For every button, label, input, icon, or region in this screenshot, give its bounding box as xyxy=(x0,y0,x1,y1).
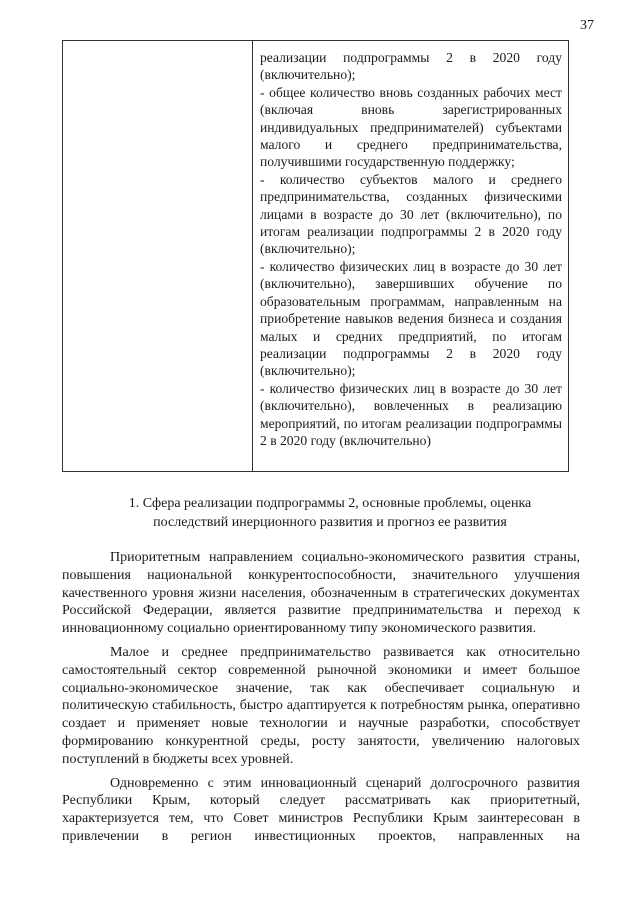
body-paragraph: Приоритетным направлением социально-экономического развития страны, повышения национальной конкурентоспособности, значительного улучшения качественного уровня жизни населения, обозначенным в стратегических документах Российской Федерации, является развитие предпринимательства и переход к инновационному социально ориентированному типу экономического развития. xyxy=(62,550,580,637)
body-paragraph: Одновременно с этим инновационный сценарий долгосрочного развития Республики Крым, который следует рассматривать как приоритетный, характеризуется тем, что Совет министров Республики Крым заинтересован в привлечении в регион инвестиционных проектов, направленных на xyxy=(62,775,580,844)
table-paragraph: - количество физических лиц в возрасте до 30 лет (включительно), вовлеченных в реализацию мероприятий, по итогам реализации подпрограммы 2 в 2020 году (включительно) xyxy=(260,380,562,448)
page-number: 37 xyxy=(580,18,594,33)
table-right-cell xyxy=(253,41,568,471)
table-paragraph: - количество субъектов малого и среднего предпринимательства, созданных физическими лицами в возрасте до 30 лет (включительно), по итогам реализации подпрограммы 2 в 2020 году (включительно); xyxy=(260,171,562,257)
section-heading-line2: последствий инерционного развития и прогноз ее развития xyxy=(153,515,507,530)
body-text xyxy=(62,549,580,846)
section-heading xyxy=(100,494,560,532)
indicators-table xyxy=(62,40,569,472)
table-left-cell xyxy=(63,41,253,471)
table-paragraph: реализации подпрограммы 2 в 2020 году (включительно); xyxy=(260,50,562,83)
table-paragraph: - общее количество вновь созданных рабочих мест (включая вновь зарегистрированных индивидуальных предпринимателей) субъектами малого и среднего предпринимательства, получившими государственную поддержку; xyxy=(260,84,562,170)
table-paragraph: - количество физических лиц в возрасте до 30 лет (включительно), завершивших обучение по образовательным программам, направленным на приобретение навыков ведения бизнеса и создания малых и средних предприятий, по итогам реализации подпрограммы 2 в 2020 году (включительно); xyxy=(260,258,562,379)
section-heading-line1: 1. Сфера реализации подпрограммы 2, основные проблемы, оценка xyxy=(128,496,532,511)
body-paragraph: Малое и среднее предпринимательство развивается как относительно самостоятельный сектор современной рыночной экономики и имеет большое социально-экономическое значение, так как обеспечивает социальную и политическую стабильность, быстро адаптируется к потребностям рынка, оперативно создает и применяет новые технологии и научные разработки, способствует формированию конкурентной среды, росту занятости, увеличению налоговых поступлений в бюджеты всех уровней. xyxy=(62,644,580,767)
